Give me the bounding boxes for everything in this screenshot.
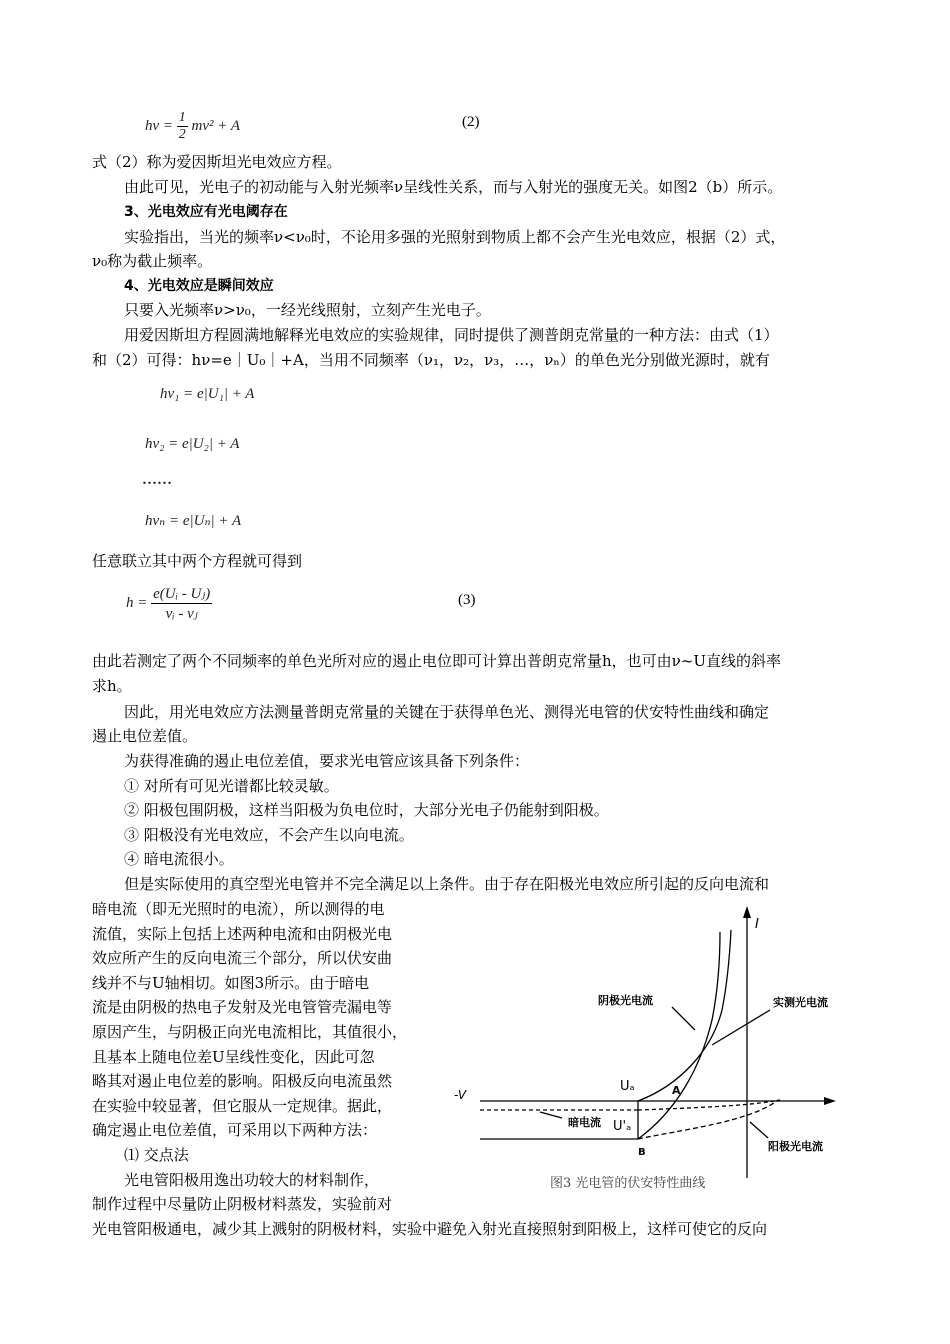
label-point-b: B	[638, 1147, 646, 1158]
heading-4: 4、光电效应是瞬间效应	[124, 278, 274, 294]
leader-cathode	[672, 1007, 695, 1030]
paragraph-7b: 求h。	[92, 677, 132, 695]
last-line: 光电管阳极通电，减少其上溅射的阴极材料，实验中避免入射光直接照射到阳极上，这样可使它的反向	[92, 1220, 768, 1238]
list-item-2: ② 阳极包围阴极，这样当阳极为负电位时，大部分光电子仍能射到阳极。	[124, 801, 609, 819]
equation-nun: hνₙ = e|Uₙ| + A	[145, 513, 242, 529]
label-anode-current: 阳极光电流	[768, 1140, 823, 1153]
wrap2-line-2: 制作过程中尽量防止阴极材料蒸发，实验前对	[92, 1195, 393, 1213]
label-point-a: A	[672, 1084, 681, 1097]
cathode-current-curve	[638, 930, 731, 1101]
wrap-line-8: 略其对遏止电位差的影响。阳极反向电流虽然	[92, 1072, 393, 1090]
equation-nu2: hν₂ = e|U₂| + A	[145, 436, 240, 452]
equation-nu1: hν₁ = e|U₁| + A	[160, 386, 255, 402]
equation-3-number: (3)	[458, 592, 476, 608]
paragraph-5a: 用爱因斯坦方程圆满地解释光电效应的实验规律，同时提供了测普朗克常量的一种方法：由式（1）	[124, 326, 779, 344]
list-item-3: ③ 阳极没有光电效应，不会产生以向电流。	[124, 826, 414, 844]
method-1-heading: ⑴ 交点法	[124, 1146, 189, 1164]
anode-current-curve	[638, 1100, 778, 1139]
list-item-1: ① 对所有可见光谱都比较灵敏。	[124, 777, 339, 795]
equation-2	[145, 110, 240, 143]
figure-3	[450, 900, 870, 1200]
eq2-rhs: mv² + A	[191, 117, 241, 134]
wrap-line-2: 流值，实际上包括上述两种电流和由阴极光电	[92, 925, 393, 943]
label-i-axis: I	[755, 917, 759, 932]
label-dark-current: 暗电流	[568, 1116, 601, 1129]
paragraph-3a: 实验指出，当光的频率ν<ν₀时，不论用多强的光照射到物质上都不会产生光电效应，根据（2）式，	[124, 228, 786, 246]
wrap-line-3: 效应所产生的反向电流三个部分，所以伏安曲	[92, 949, 393, 967]
eq3-frac-num: e(Uᵢ - Uⱼ)	[153, 586, 211, 602]
paragraph-5b: 和（2）可得：hν=e｜U₀｜+A，当用不同频率（ν₁，ν₂，ν₃，…，νₙ）的单色光分别做光源时，就有	[92, 351, 770, 369]
wrap-line-4: 线并不与U轴相切。如图3所示。由于暗电	[92, 974, 370, 992]
measured-current-curve	[638, 932, 720, 1139]
equation-3	[126, 584, 212, 623]
wrap-line-7: 且基本上随电位差U呈线性变化，因此可忽	[92, 1048, 375, 1066]
wrap-line-9: 在实验中较显著，但它服从一定规律。据此，	[92, 1097, 393, 1115]
paragraph-8b: 遏止电位差值。	[92, 727, 198, 745]
label-v-axis: -V	[454, 1088, 467, 1102]
label-ua: Uₐ	[620, 1079, 635, 1094]
wrap-line-1: 暗电流（即无光照时的电流），所以测得的电	[92, 900, 385, 918]
paragraph-2: 由此可见，光电子的初动能与入射光频率ν呈线性关系，而与入射光的强度无关。如图2（b）所示。	[124, 178, 783, 196]
eq2-frac-num: 1	[178, 110, 186, 125]
eq3-fraction	[151, 584, 212, 623]
paragraph-6: 任意联立其中两个方程就可得到	[92, 552, 303, 570]
eq2-frac-den: 2	[178, 127, 186, 142]
figure-3-caption: 图3 光电管的伏安特性曲线	[550, 1176, 706, 1191]
eq2-lhs: hν =	[145, 117, 174, 134]
paragraph-10: 但是实际使用的真空型光电管并不完全满足以上条件。由于存在阳极光电效应所引起的反向电流和	[124, 875, 770, 893]
wrap-line-6: 原因产生，与阴极正向光电流相比，其值很小，	[92, 1023, 408, 1041]
paragraph-7a: 由此若测定了两个不同频率的单色光所对应的遏止电位即可计算出普朗克常量h，也可由ν~U直线的斜率	[92, 652, 781, 670]
eq3-frac-den: νᵢ - νⱼ	[165, 606, 198, 622]
wrap-line-10: 确定遏止电位差值，可采用以下两种方法：	[92, 1121, 378, 1139]
heading-3: 3、光电效应有光电阈存在	[124, 204, 288, 220]
equation-dots: ……	[142, 472, 172, 488]
paragraph-8a: 因此，用光电效应方法测量普朗克常量的关键在于获得单色光、测得光电管的伏安特性曲线和确定	[124, 703, 770, 721]
label-measured-current: 实测光电流	[773, 996, 828, 1009]
leader-dark	[540, 1112, 562, 1118]
v-axis-arrow	[824, 1097, 836, 1105]
paragraph-4: 只要入光频率ν>ν₀，一经光线照射，立刻产生光电子。	[124, 301, 491, 319]
leader-anode	[750, 1122, 768, 1138]
eq2-fraction	[177, 110, 188, 143]
list-item-4: ④ 暗电流很小。	[124, 850, 234, 868]
i-axis-arrow	[743, 906, 751, 918]
label-ua-prime: U'ₐ	[613, 1119, 632, 1134]
label-cathode-current: 阴极光电流	[598, 994, 653, 1007]
wrap-line-5: 流是由阴极的热电子发射及光电管管壳漏电等	[92, 998, 393, 1016]
wrap2-line-1: 光电管阳极用逸出功较大的材料制作，	[124, 1171, 380, 1189]
paragraph-1: 式（2）称为爱因斯坦光电效应方程。	[92, 153, 342, 171]
equation-2-number: (2)	[462, 114, 480, 130]
paragraph-3b: ν₀称为截止频率。	[92, 252, 213, 270]
eq3-lhs: h =	[126, 595, 148, 611]
paragraph-9: 为获得准确的遏止电位差值，要求光电管应该具备下列条件：	[124, 752, 530, 770]
